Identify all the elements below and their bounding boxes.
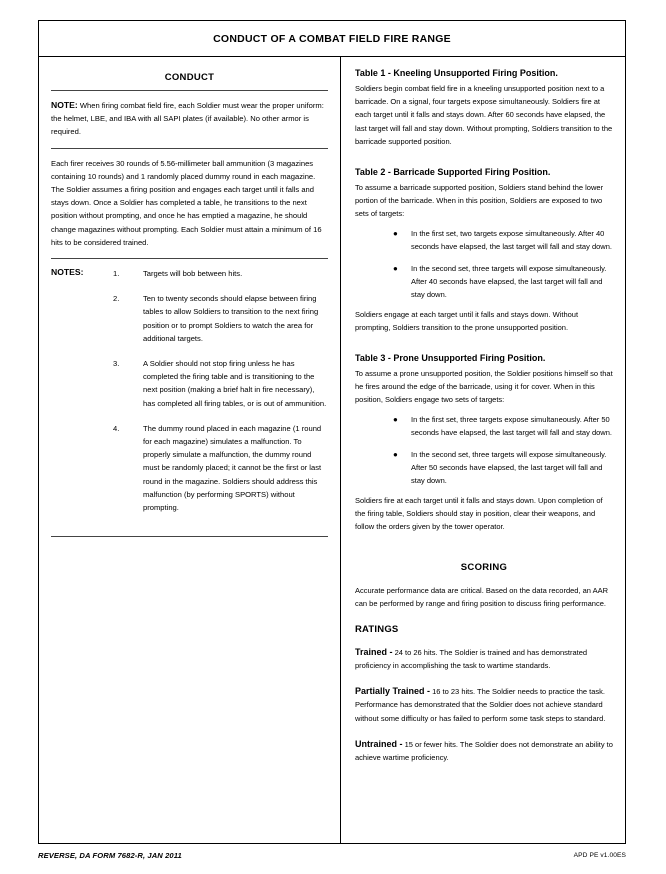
spacer [355,551,613,562]
note-label: NOTE: [51,100,78,110]
scoring-body: Accurate performance data are critical. Based on the data recorded, an AAR can be performed by range and firing position to discuss firing performance. [355,586,609,609]
spacer [355,573,613,584]
notes-list [113,267,328,526]
spacer [355,613,613,624]
table3-intro: To assume a prone unsupported position, the Soldier positions himself so that he fires around the edge of the barricade, using it for cover. When in this position, Soldiers engage two sets of targets: [355,369,613,405]
table3-heading: Table 3 - Prone Unsupported Firing Position. [355,353,546,364]
conduct-column [39,57,341,843]
notes-label: NOTES: [51,267,84,278]
list-item [355,262,613,302]
note-item [113,422,328,514]
list-item [355,448,613,488]
note-number: 3. [113,359,120,369]
spacer [355,727,613,738]
spacer [355,535,613,551]
notes-block [51,267,328,526]
list-item [355,227,613,253]
list-item-text: In the first set, three targets expose simultaneously. After 50 seconds have elapsed, the last target will fall and stay down. [411,414,612,437]
note-body: The dummy round placed in each magazine (1 round for each magazine) simulates a malfunction. To properly simulate a malfunction, the dummy round must be randomly placed; it cannot be the first or last round in the magazine. Soldiers should address this malfunction (by performing SPORTS) without prompting. [143,423,322,513]
scoring-heading: SCORING [460,562,508,574]
table2-bullet-list [355,227,613,302]
list-item [355,413,613,439]
table2-heading: Table 2 - Barricade Supported Firing Position. [355,167,551,178]
conduct-heading: CONDUCT [164,72,215,83]
bullet-icon: ● [393,414,398,424]
note-body: A Soldier should not stop firing unless he has completed the firing table and is transitioning to the next position (making a brief halt in fire necessary), has completed all firing tables, or is out of ammunition. [143,359,327,408]
rating-text: 15 or fewer hits. The Soldier does not demonstrate an ability to achieve wartime proficiency. [355,739,613,762]
bullet-icon: ● [393,264,398,274]
rule-above-notes [51,258,328,259]
ratings-heading: RATINGS [355,623,399,635]
note-body: Ten to twenty seconds should elapse between firing tables to allow Soldiers to transition to the next firing position or to prompt Soldiers to watch the area for additional targets. [143,294,319,343]
rating-text: 24 to 26 hits. The Soldier is trained and has demonstrated proficiency in accomplishing the task to wartime standards. [355,647,588,670]
spacer [355,674,613,685]
note-number: 1. [113,269,120,279]
tables-column [341,57,625,843]
body-area [39,57,625,843]
rating-trained [355,646,613,672]
rating-term: Untrained - [355,738,403,749]
rating-untrained [355,738,613,764]
bullet-icon: ● [393,450,398,460]
table1-heading: Table 1 - Kneeling Unsupported Firing Position. [355,68,558,78]
note-number: 4. [113,423,120,433]
page-footer [38,848,626,862]
form-identifier: REVERSE, DA FORM 7682-R, JAN 2011 [38,850,182,860]
note-text: When firing combat field fire, each Soldier must wear the proper uniform: the helmet, LBE, and IBA with all SAPI plates (if available). No other armor is required. [51,101,324,137]
note-item [113,267,328,280]
table2-outro: Soldiers engage at each target until it falls and stays down. Without prompting, Soldiers transition to the prone unsupported position. [355,309,579,332]
title-band [39,21,625,57]
table1-body: Soldiers begin combat field fire in a kneeling unsupported position next to a barricade. On a signal, four targets expose simultaneously. Soldiers fire at each target until it falls and stays down. After 60 seconds have elapsed, the last target will fall and stay down. Without prompting, Soldiers transition to the barricade supported position. [355,84,613,146]
apd-version: APD PE v1.00ES [573,851,626,859]
bullet-icon: ● [393,228,398,238]
rule-below-notes [51,536,328,537]
note-paragraph [51,99,328,139]
table3-bullet-list [355,413,613,488]
table2-intro: To assume a barricade supported position, Soldiers stand behind the lower portion of the barricade. When in this position, Soldiers are exposed to two sets of targets: [355,183,604,219]
table3-outro: Soldiers fire at each target until it falls and stays down. Upon completion of the firing table, Soldiers should stay in position, clear their weapons, and follow the orders given by the tower operator. [355,495,603,532]
list-item-text: In the second set, three targets will expose simultaneously. After 40 seconds have elapsed, the last target will fall and stay down. [411,264,607,300]
rule-below-note [51,148,328,149]
note-item [113,357,328,410]
note-body: Targets will bob between hits. [143,269,243,279]
note-number: 2. [113,294,120,304]
spacer [355,150,613,166]
conduct-paragraph: Each firer receives 30 rounds of 5.56-millimeter ball ammunition (3 magazines containing 10 rounds) and 1 randomly placed dummy round in each magazine. The Soldier assumes a firing position and engages each target until it falls and stays down. Once a Soldier has completed a table, he transitions to the next position without prompting, and once he has emptied a magazine, he should change magazines without prompting. Each Soldier must attain a minimum of 16 hits to be considered trained. [51,158,322,247]
rating-text: 16 to 23 hits. The Soldier needs to practice the task. Performance has demonstrated that the Soldier does not achieve standard without some difficulty or has failed to perform some task steps to standard. [355,687,606,723]
spacer [355,336,613,352]
rating-term: Trained - [355,646,393,657]
document-frame [38,20,626,844]
note-item [113,292,328,345]
rating-term: Partially Trained - [355,686,431,697]
list-item-text: In the second set, three targets will expose simultaneously. After 50 seconds have elapsed, the last target will fall and stay down. [411,450,607,486]
spacer [355,635,613,646]
page-title: CONDUCT OF A COMBAT FIELD FIRE RANGE [213,32,451,45]
rating-partially-trained [355,685,613,725]
rule-above-note [51,90,328,91]
list-item-text: In the first set, two targets expose simultaneously. After 40 seconds have elapsed, the last target will fall and stay down. [411,228,612,251]
